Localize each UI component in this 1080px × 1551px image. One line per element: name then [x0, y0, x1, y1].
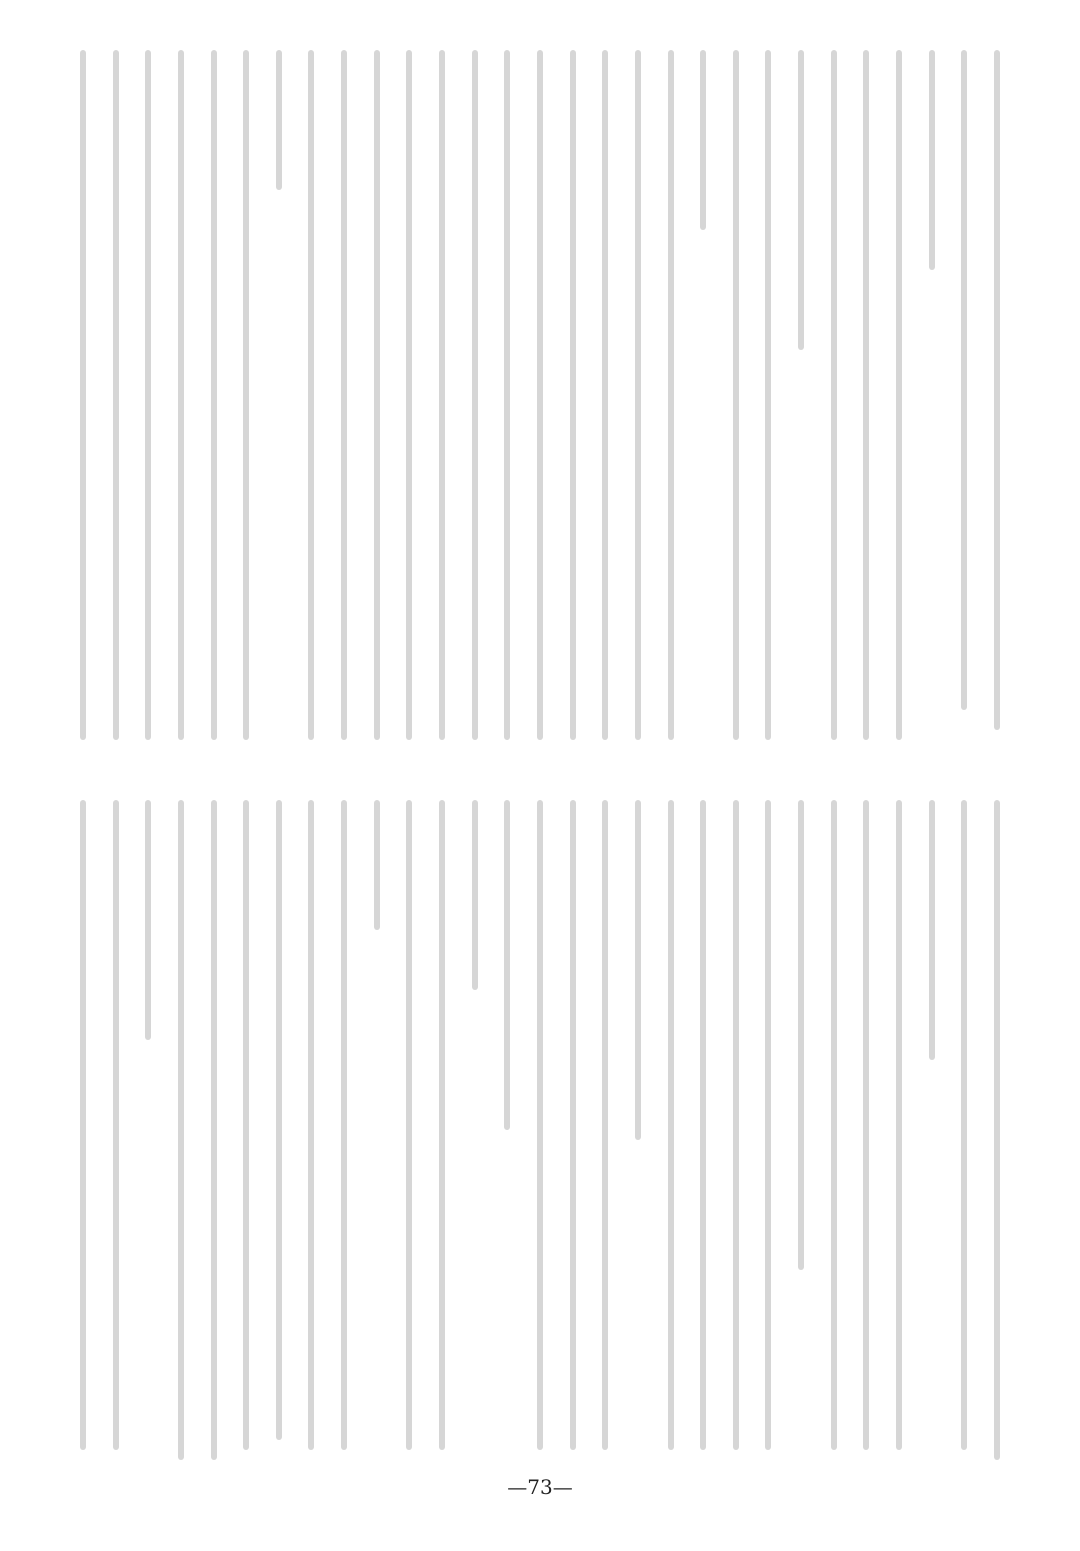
redacted-text-column — [831, 50, 837, 740]
redacted-text-column — [700, 50, 706, 230]
redacted-text-column — [472, 800, 478, 990]
redacted-text-column — [570, 50, 576, 740]
redacted-text-column — [439, 800, 445, 1450]
redacted-text-column — [961, 50, 967, 710]
redacted-text-column — [406, 50, 412, 740]
redacted-text-column — [537, 50, 543, 740]
redacted-text-column — [341, 50, 347, 740]
redacted-text-column — [341, 800, 347, 1450]
redacted-text-column — [602, 800, 608, 1450]
redacted-text-column — [798, 800, 804, 1270]
redacted-text-column — [929, 50, 935, 270]
redacted-text-column — [374, 800, 380, 930]
redacted-text-column — [635, 800, 641, 1140]
redacted-text-column — [145, 800, 151, 1040]
redacted-text-column — [243, 800, 249, 1450]
redacted-text-column — [668, 50, 674, 740]
redacted-text-column — [113, 50, 119, 740]
redacted-text-column — [896, 800, 902, 1450]
redacted-text-column — [798, 50, 804, 350]
redacted-text-column — [178, 800, 184, 1460]
redacted-text-column — [896, 50, 902, 740]
text-block-top-redacted — [80, 50, 1000, 740]
redacted-text-column — [537, 800, 543, 1450]
redacted-text-column — [178, 50, 184, 740]
redacted-text-column — [765, 50, 771, 740]
redacted-text-column — [733, 800, 739, 1450]
redacted-text-column — [668, 800, 674, 1450]
redacted-text-column — [602, 50, 608, 740]
redacted-text-column — [211, 800, 217, 1460]
redacted-text-column — [994, 800, 1000, 1460]
redacted-text-column — [80, 50, 86, 740]
redacted-text-column — [929, 800, 935, 1060]
redacted-text-column — [145, 50, 151, 740]
redacted-text-column — [863, 800, 869, 1450]
redacted-text-column — [276, 800, 282, 1440]
redacted-text-column — [700, 800, 706, 1450]
redacted-text-column — [765, 800, 771, 1450]
redacted-text-column — [243, 50, 249, 740]
redacted-text-column — [570, 800, 576, 1450]
redacted-text-column — [994, 50, 1000, 730]
redacted-text-column — [439, 50, 445, 740]
redacted-text-column — [80, 800, 86, 1450]
page-number: —73— — [507, 1475, 573, 1499]
redacted-text-column — [635, 50, 641, 740]
redacted-text-column — [504, 800, 510, 1130]
redacted-text-column — [276, 50, 282, 190]
redacted-text-column — [308, 50, 314, 740]
redacted-text-column — [504, 50, 510, 740]
redacted-text-column — [831, 800, 837, 1450]
redacted-text-column — [113, 800, 119, 1450]
text-block-bottom-redacted — [80, 800, 1000, 1470]
redacted-text-column — [211, 50, 217, 740]
redacted-text-column — [733, 50, 739, 740]
redacted-text-column — [308, 800, 314, 1450]
redacted-text-column — [863, 50, 869, 740]
redacted-text-column — [961, 800, 967, 1450]
redacted-text-column — [472, 50, 478, 740]
redacted-text-column — [406, 800, 412, 1450]
redacted-text-column — [374, 50, 380, 740]
